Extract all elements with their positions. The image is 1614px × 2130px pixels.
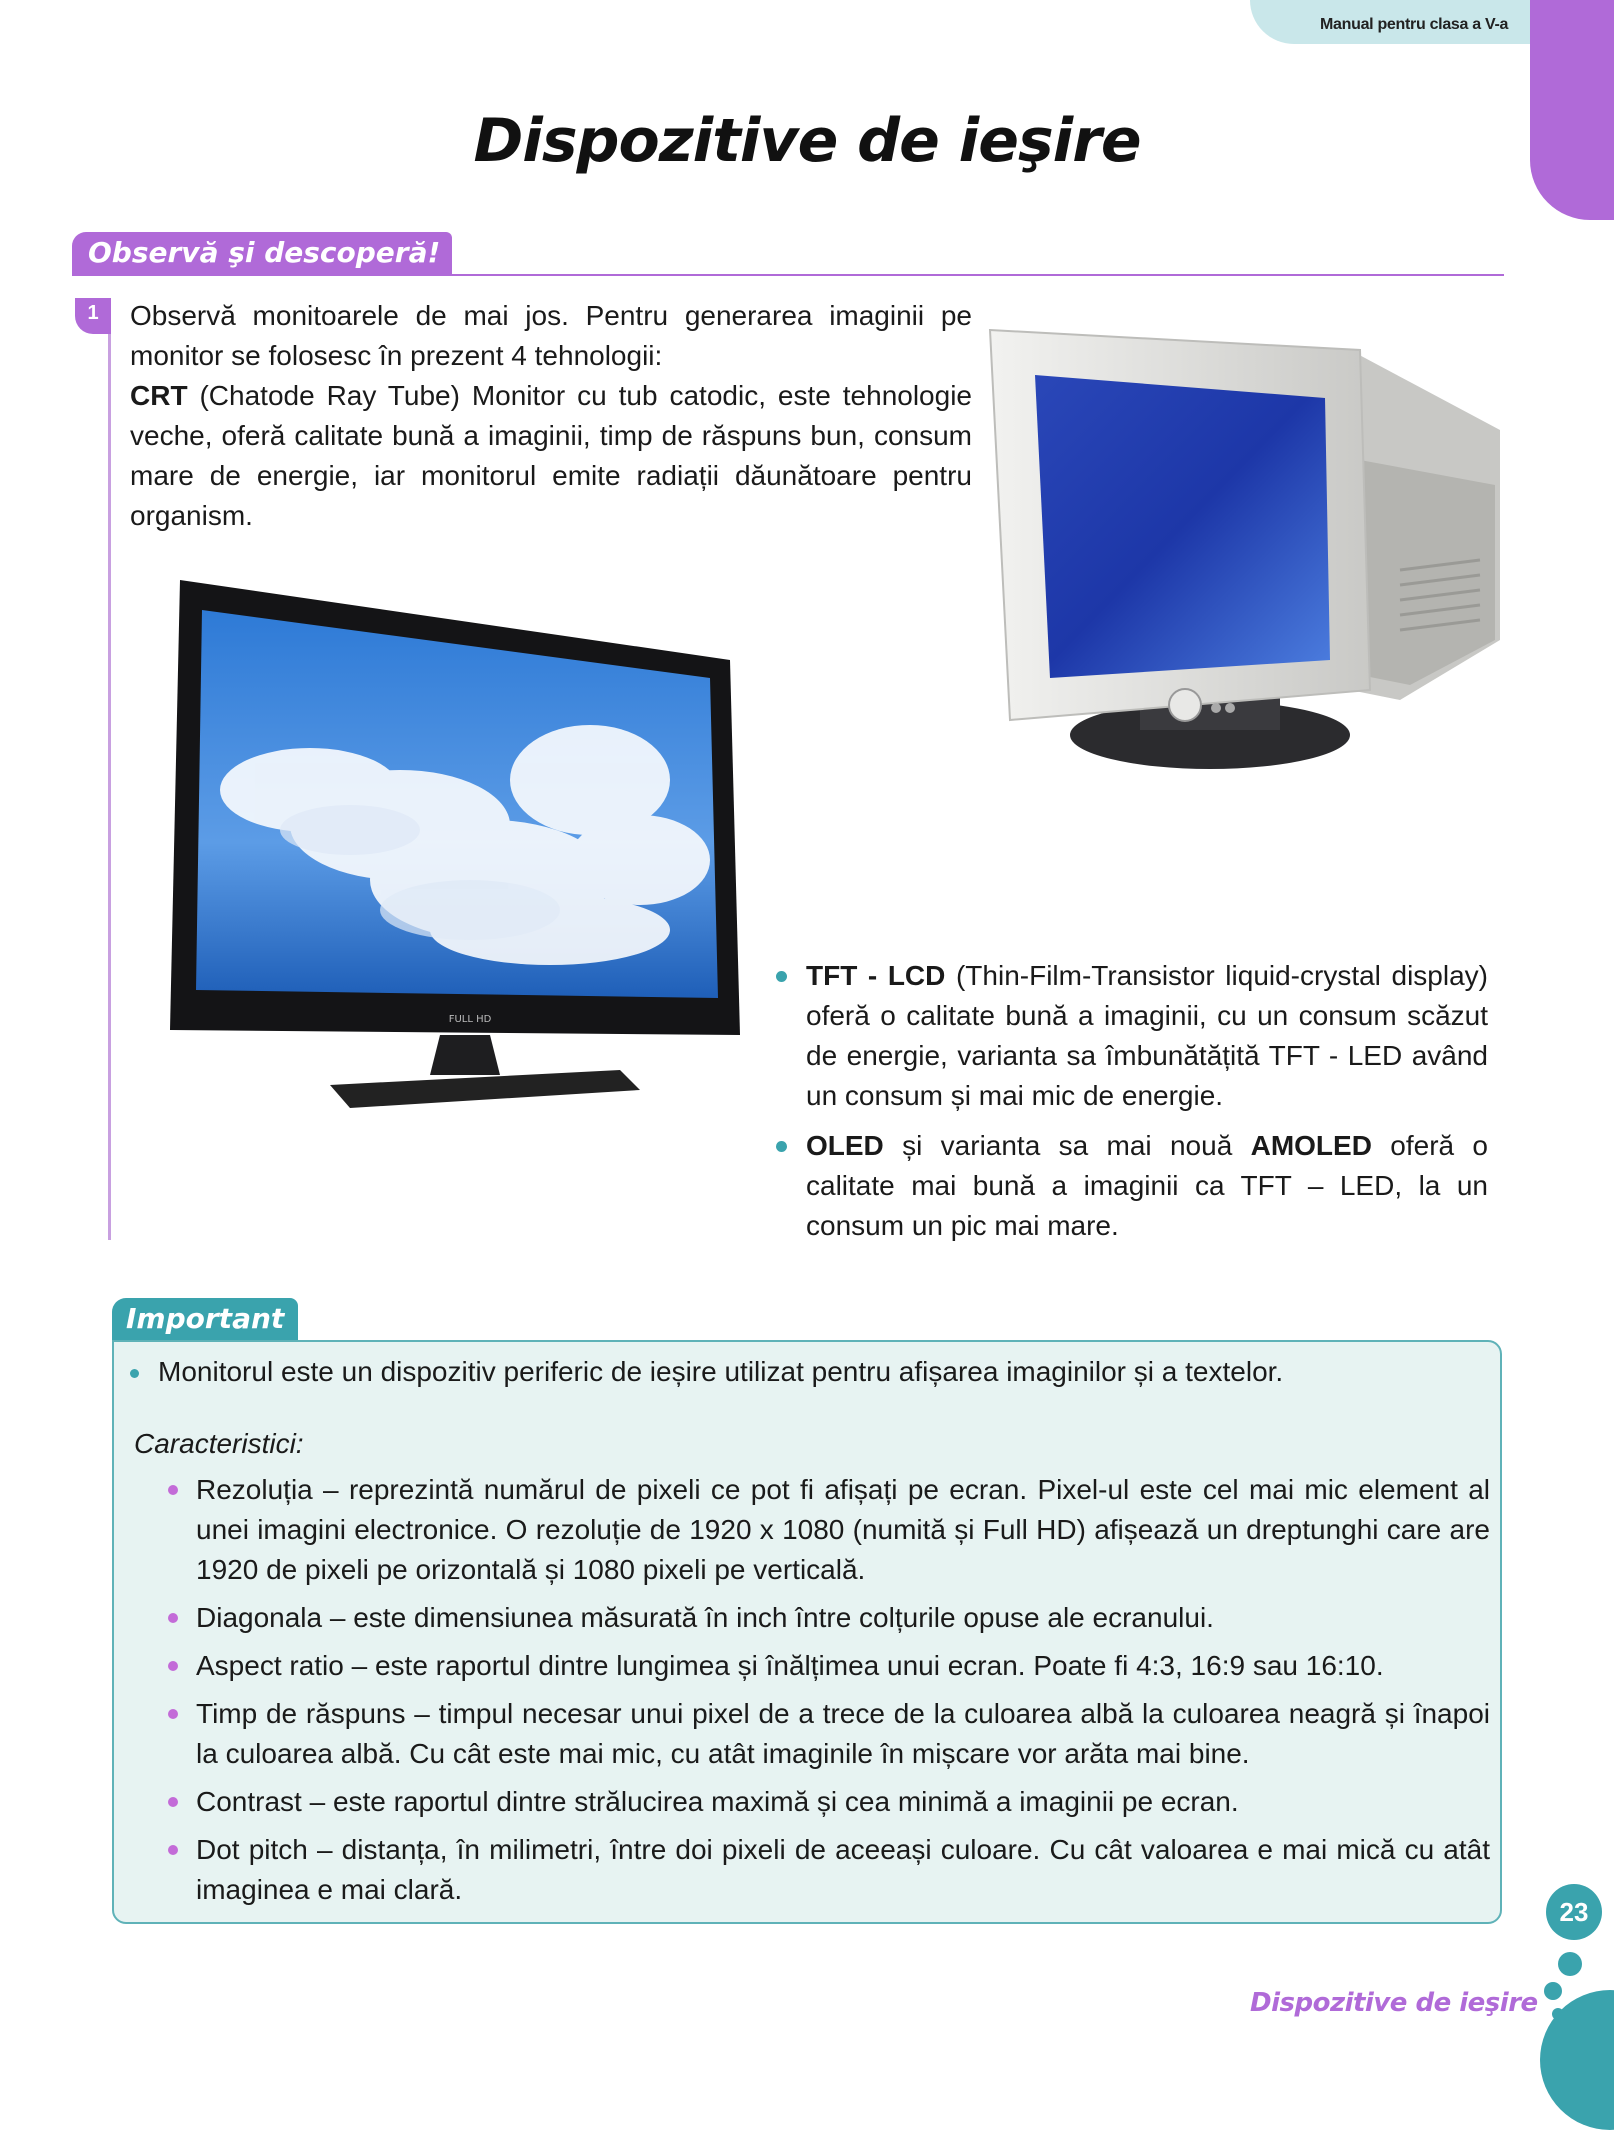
list-item	[166, 1694, 1490, 1774]
page-title: Dispozitive de ieşire	[473, 106, 1141, 176]
characteristic-text: Dot pitch – distanța, în milimetri, între doi pixeli de aceeași culoare. Cu cât valoarea e mai mică cu atât imaginea e mai clară.	[196, 1834, 1490, 1905]
list-item	[166, 1470, 1490, 1590]
page-number: 23	[1546, 1884, 1602, 1940]
bullet-dot	[168, 1661, 178, 1671]
characteristic-text: Diagonala – este dimensiunea măsurată în inch între colțurile opuse ale ecranului.	[196, 1602, 1214, 1633]
list-item	[166, 1646, 1490, 1686]
important-label: Important	[112, 1298, 298, 1340]
crt-monitor-image	[980, 310, 1510, 790]
bullet-dot	[776, 1141, 787, 1152]
decorative-dot	[1558, 1952, 1582, 1976]
lcd-brand-label: FULL HD	[448, 1014, 492, 1025]
tech-description: și varianta sa mai nouă	[883, 1130, 1251, 1161]
tech-description-end: oferă o calitate mai bună a imaginii ca TFT – LED, la un consum un pic mai mare.	[806, 1130, 1488, 1241]
list-item	[770, 1126, 1488, 1246]
chapter-number: 1	[1550, 16, 1591, 84]
running-title: Dispozitive de ieşire	[1250, 1988, 1538, 2018]
section-divider	[72, 274, 1504, 276]
bullet-dot	[168, 1709, 178, 1719]
technology-list	[770, 956, 1488, 1256]
important-first-text: Monitorul este un dispozitiv periferic de ieșire utilizat pentru afișarea imaginilor și a textelor.	[158, 1356, 1284, 1387]
bullet-dot	[168, 1485, 178, 1495]
bullet-dot	[168, 1797, 178, 1807]
bullet-dot	[168, 1613, 178, 1623]
intro-text: Observă monitoarele de mai jos. Pentru generarea imaginii pe monitor se folosesc în prezent 4 tehnologii:	[130, 300, 972, 371]
tech-name-secondary: AMOLED	[1250, 1130, 1372, 1161]
characteristic-text: Contrast – este raportul dintre strălucirea maximă și cea minimă a imaginii pe ecran.	[196, 1786, 1239, 1817]
characteristic-text: Aspect ratio – este raportul dintre lungimea și înălțimea unui ecran. Poate fi 4:3, 16:9 sau 16:10.	[196, 1650, 1384, 1681]
tech-name: TFT - LCD	[806, 960, 946, 991]
tech-description: (Thin-Film-Transistor liquid-crystal display) oferă o calitate bună a imaginii, cu un consum scăzut de energie, varianta sa îmbunătățită TFT - LED având un consum și mai mic de energie.	[806, 960, 1488, 1111]
exercise-number: 1	[75, 298, 111, 334]
manual-label: Manual pentru clasa a V-a	[1320, 16, 1509, 33]
exercise-rule	[108, 298, 111, 1240]
characteristic-text: Timp de răspuns – timpul necesar unui pixel de a trece de la culoarea albă la culoarea neagră și înapoi la culoarea albă. Cu cât este mai mic, cu atât imaginile în mișcare vor arăta mai bine.	[196, 1698, 1490, 1769]
crt-label: CRT	[130, 380, 188, 411]
observe-heading: Observă şi descoperă!	[72, 232, 452, 274]
bullet-dot	[168, 1845, 178, 1855]
list-item	[166, 1782, 1490, 1822]
intro-paragraph	[130, 296, 972, 536]
important-first-item	[130, 1352, 1490, 1392]
footer-corner-decoration	[1540, 1990, 1614, 2130]
decorative-dot	[1544, 1982, 1562, 2000]
list-item	[166, 1598, 1490, 1638]
bullet-dot	[130, 1369, 139, 1378]
lcd-monitor-image	[170, 580, 750, 1120]
list-item	[166, 1830, 1490, 1910]
characteristics-list	[166, 1470, 1490, 1918]
bullet-dot	[776, 971, 787, 982]
list-item	[770, 956, 1488, 1116]
characteristics-heading: Caracteristici:	[134, 1428, 304, 1459]
crt-description: (Chatode Ray Tube) Monitor cu tub catodic, este tehnologie veche, oferă calitate bună a imaginii, timp de răspuns bun, consum mare de energie, iar monitorul emite radiații dăunătoare pentru organism.	[130, 380, 972, 531]
characteristic-text: Rezoluția – reprezintă numărul de pixeli ce pot fi afișați pe ecran. Pixel-ul este cel mai mic element al unei imagini electronice. O rezoluție de 1920 x 1080 (numită și Full HD) afișează un dreptunghi care are 1920 de pixeli pe orizontală și 1080 pixeli pe verticală.	[196, 1474, 1490, 1585]
tech-name: OLED	[806, 1130, 884, 1161]
